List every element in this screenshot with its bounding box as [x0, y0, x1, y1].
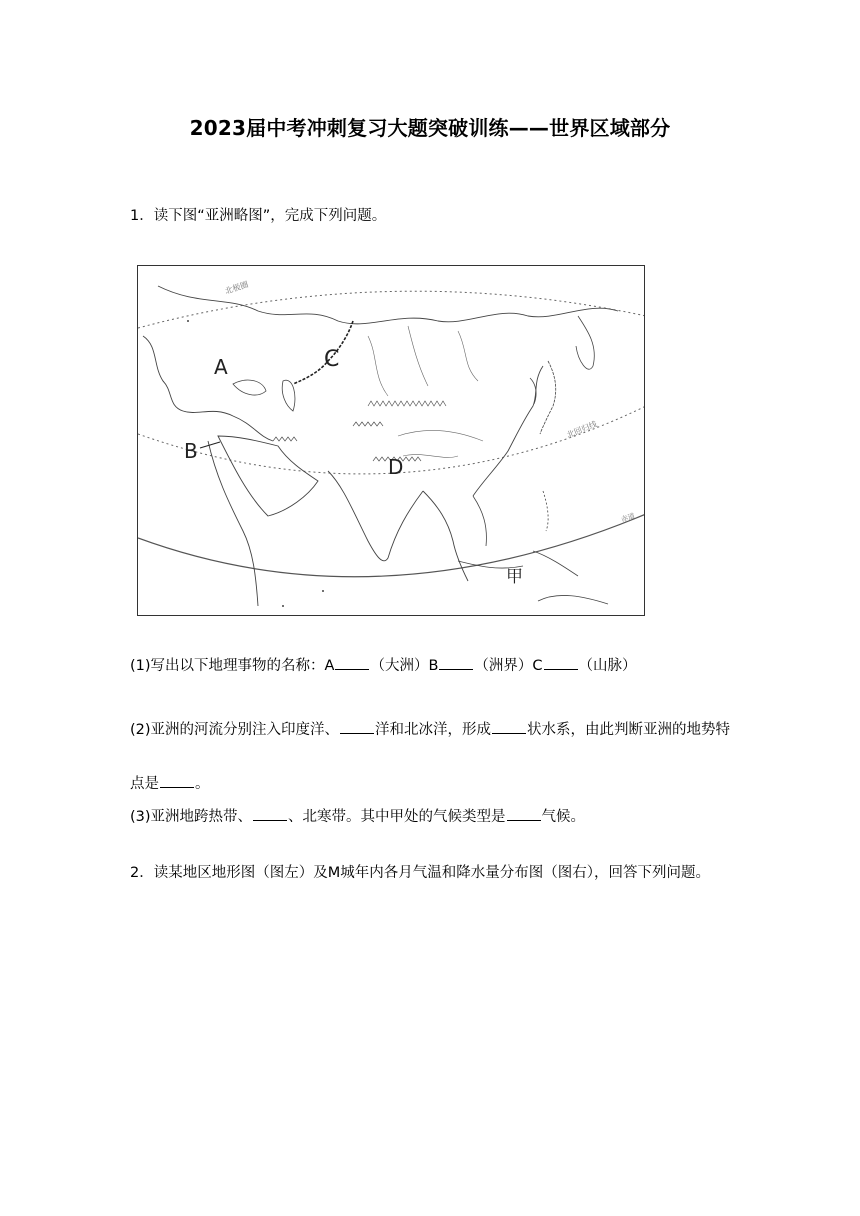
equator-line — [138, 514, 645, 577]
answer-blank[interactable] — [492, 719, 526, 734]
map-label-d: D — [388, 455, 404, 479]
question-1-part-3: (3)亚洲地跨热带、 、北寒带。其中甲处的气候类型是 气候。 — [130, 798, 740, 836]
map-label-c: C — [324, 347, 340, 372]
question-1-part-1: (1)写出以下地理事物的名称：A （大洲）B （洲界）C （山脉） — [130, 647, 740, 685]
answer-blank[interactable] — [340, 719, 374, 734]
question-1-part-2: (2)亚洲的河流分别注入印度洋、 洋和北冰洋，形成 状水系，由此判断亚洲的地势特点是 。 — [130, 703, 740, 811]
equator-label: 赤道 — [620, 511, 636, 524]
answer-blank[interactable] — [253, 806, 287, 821]
answer-blank[interactable] — [335, 655, 369, 670]
map-label-a: A — [214, 355, 228, 379]
map-label-jia: 甲 — [506, 567, 523, 587]
question-2-stem: 2．读某地区地形图（图左）及M城年内各月气温和降水量分布图（图右），回答下列问题。 — [130, 865, 710, 881]
answer-blank[interactable] — [439, 655, 473, 670]
asia-map — [137, 265, 645, 616]
question-1-stem: 1．读下图“亚洲略图”，完成下列问题。 — [130, 208, 387, 224]
ural-mountains-line — [293, 321, 353, 384]
map-label-b: B — [184, 439, 198, 463]
page-title: 2023届中考冲刺复习大题突破训练——世界区域部分 — [189, 116, 671, 140]
arctic-circle-label: 北极圈 — [223, 279, 250, 296]
answer-blank[interactable] — [160, 773, 194, 788]
tropic-of-cancer-label: 北回归线 — [565, 419, 599, 440]
answer-blank[interactable] — [544, 655, 578, 670]
answer-blank[interactable] — [507, 806, 541, 821]
arctic-circle-line — [138, 291, 645, 328]
